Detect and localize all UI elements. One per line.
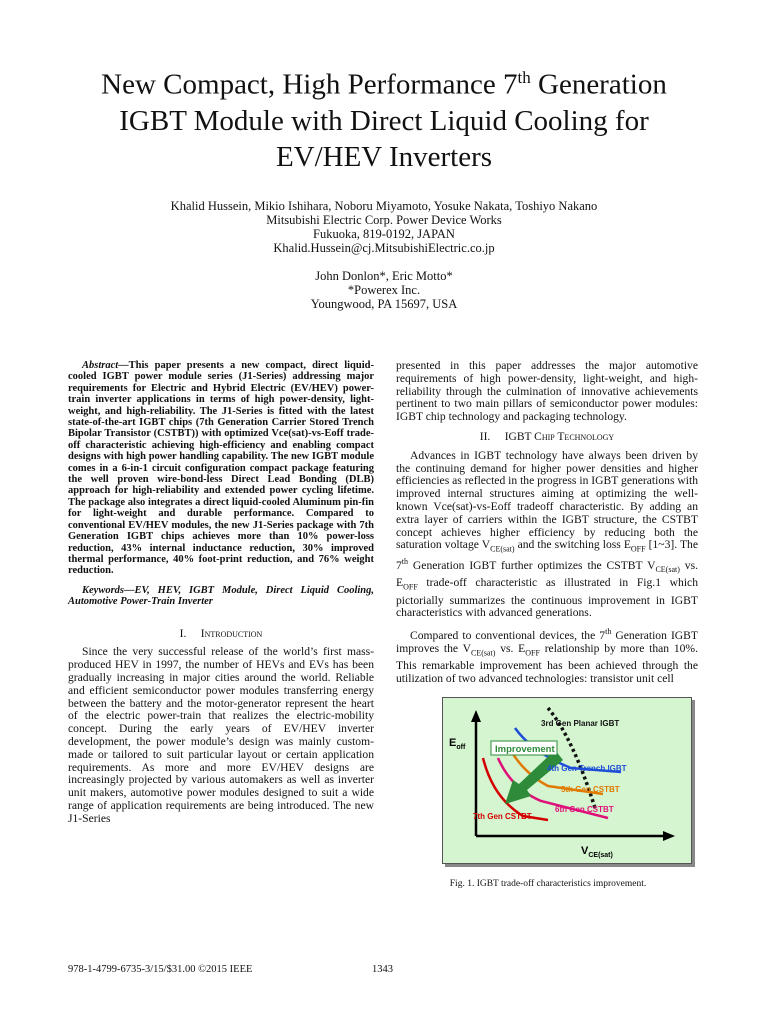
text-run: relationship by more than 10%. This remarkable improvement has been achieved through the utilization of two advanced technologies: transistor unit cell	[396, 641, 698, 685]
figure-1-diagram	[443, 698, 691, 863]
text-run: vs. E	[495, 641, 526, 655]
authors-block-2	[0, 269, 768, 311]
igbt-paragraph-1	[396, 450, 698, 620]
section-2-num: II.	[479, 430, 491, 443]
left-column	[68, 360, 374, 825]
y-label-sub: off	[456, 744, 466, 751]
title-line1: New Compact, High Performance 7	[101, 68, 518, 101]
section-1-num: I.	[179, 627, 187, 640]
text-run: and the switching loss E	[514, 538, 631, 552]
title-line2: IGBT Module with Direct Liquid Cooling for	[119, 104, 649, 137]
label-gen5: 5th Gen CSTBT	[561, 785, 620, 794]
x-axis-arrow	[663, 831, 675, 841]
y-label	[449, 737, 466, 751]
text-run: [1~3]. The 7	[396, 538, 698, 573]
author-names: Khalid Hussein, Mikio Ishihara, Noboru Miyamoto, Yosuke Nakata, Toshiyo Nakano	[170, 199, 598, 213]
sub-off: OFF	[525, 648, 540, 658]
section-2-title: IGBT Chip Technology	[504, 430, 615, 443]
text-run: Advances in IGBT technology have always been driven by the continuing demand for higher power densities and higher efficiencies as reflected in the progress in IGBT generations with improved internal structures aiming at optimizing the well-known Vce(sat)-vs-Eoff tradeoff characteristic. By adding an extra layer of carriers within the IGBT structure, the CSTBT concept achieves higher efficiency by reducing both the saturation voltage V	[396, 448, 698, 552]
abstract-text: —This paper presents a new compact, direct liquid-cooled IGBT power module series (J1-Series) addressing major requirements for Electric and Hybrid Electric (EV/HEV) power-train inverter applications in terms of high power-density, light-weight, and high-reliability. The J1-Series is fitted with the latest state-of-the-art IGBT chips (7th Generation Carrier Stored Trench Bipolar Transistor (CSTBT)) with optimized Vce(sat)-vs-Eoff trade-off characteristic achieving high-efficiency and enabling compact designs with high power handling capability. The new IGBT module comes in a 6-in-1 circuit configuration compact package featuring the well proven wire-bond-less Direct Lead Bonding (DLB) approach for high-reliability and extended power cycling lifetime. The package also integrates a direct liquid-cooled Aluminum pin-fin for light-weight and durable performance. Compared to conventional EV/HEV modules, the new J1-Series package with 7th Generation IGBT chips achieves more than 10% power-loss reduction, 43% internal inductance reduction, 30% improved thermal performance, 40% foot-print reduction, and 76% weight reduction.	[68, 360, 374, 577]
label-gen6: 6th Gen CSTBT	[555, 805, 614, 814]
sub-cesat: CE(sat)	[490, 544, 515, 554]
author-names-2: John Donlon*, Eric Motto*	[315, 269, 453, 283]
sup-th: th	[401, 557, 409, 567]
text-run: Generation IGBT improves the V	[396, 629, 698, 655]
label-gen3: 3rd Gen Planar IGBT	[541, 719, 620, 728]
author-org-2: *Powerex Inc.	[347, 283, 421, 297]
keywords	[68, 585, 374, 608]
x-label-main: V	[581, 845, 589, 857]
title-line3: EV/HEV Inverters	[275, 140, 493, 173]
figure-1	[442, 697, 692, 864]
abstract-label: Abstract	[82, 360, 119, 371]
label-gen4: 4th Gen Trench IGBT	[547, 764, 627, 773]
x-label-sub: CE(sat)	[588, 852, 613, 859]
author-city-2: Youngwood, PA 15697, USA	[310, 297, 458, 311]
abstract	[68, 360, 374, 577]
section-1-heading	[68, 628, 374, 641]
title-line1-end: Generation	[530, 68, 667, 101]
igbt-paragraph-2	[396, 626, 698, 685]
title-sup: th	[517, 68, 531, 87]
footer-isbn: 978-1-4799-6735-3/15/$31.00 ©2015 IEEE	[68, 964, 253, 975]
intro-paragraph: Since the very successful release of the world’s first mass-produced HEV in 1997, the number of HEVs and EVs has been gradually increasing in major cities around the world. Reliable and efficient semiconductor power modules transferring energy between the battery and the motor-generator represent the heart of the electric power-train that realizes the electric-mobility concept. During the early years of EV/HEV inverter development, the power module’s design was mainly custom-made or tailored to suit particular layout or certain application requirements. As more and more EV/HEV designs are increasingly projected by various automakers as well as inverter unit makers, automotive power modules designed to suit a wide range of application requirements are being introduced. The new J1-Series	[68, 645, 374, 825]
authors-block-1	[0, 199, 768, 255]
y-axis-arrow	[471, 710, 481, 722]
keywords-label: Keywords	[82, 584, 124, 596]
author-email[interactable]: Khalid.Hussein@cj.MitsubishiElectric.co.jp	[273, 241, 495, 255]
author-city: Fukuoka, 819-0192, JAPAN	[313, 227, 455, 241]
right-column	[396, 360, 698, 686]
improvement-arrow	[505, 750, 563, 804]
x-label	[581, 845, 613, 859]
improvement-label: Improvement	[495, 744, 555, 755]
text-run: vs. E	[396, 559, 698, 590]
paper-title	[70, 60, 698, 175]
page-number: 1343	[372, 964, 393, 975]
text-run: Generation IGBT further optimizes the CSTBT V	[408, 559, 656, 573]
author-org: Mitsubishi Electric Corp. Power Device Works	[266, 213, 502, 227]
sub-cesat: CE(sat)	[655, 565, 680, 575]
keywords-text: —EV, HEV, IGBT Module, Direct Liquid Cooling, Automotive Power-Train Inverter	[68, 584, 374, 608]
section-1-title: Introduction	[200, 627, 263, 640]
y-label-main: E	[449, 737, 457, 749]
figure-caption: Fig. 1. IGBT trade-off characteristics improvement.	[449, 879, 647, 889]
text-run: trade-off characteristic as illustrated in Fig.1 which pictorially summarizes the continuous improvement in IGBT characteristics with advanced generations.	[396, 576, 698, 620]
sub-cesat: CE(sat)	[471, 648, 496, 658]
label-gen7: 7th Gen CSTBT	[473, 812, 532, 821]
sub-off: OFF	[630, 544, 646, 554]
text-run: Compared to conventional devices, the 7	[410, 629, 606, 642]
intro-continued: presented in this paper addresses the major automotive requirements of high power-density, light-weight, and high-reliability through the culmination of innovative achievements pertinent to two main pillars of semiconductor power modules: IGBT chip technology and packaging technology.	[396, 359, 698, 424]
section-2-heading	[396, 431, 698, 444]
sub-off: OFF	[403, 582, 418, 592]
sup-th: th	[605, 627, 612, 637]
